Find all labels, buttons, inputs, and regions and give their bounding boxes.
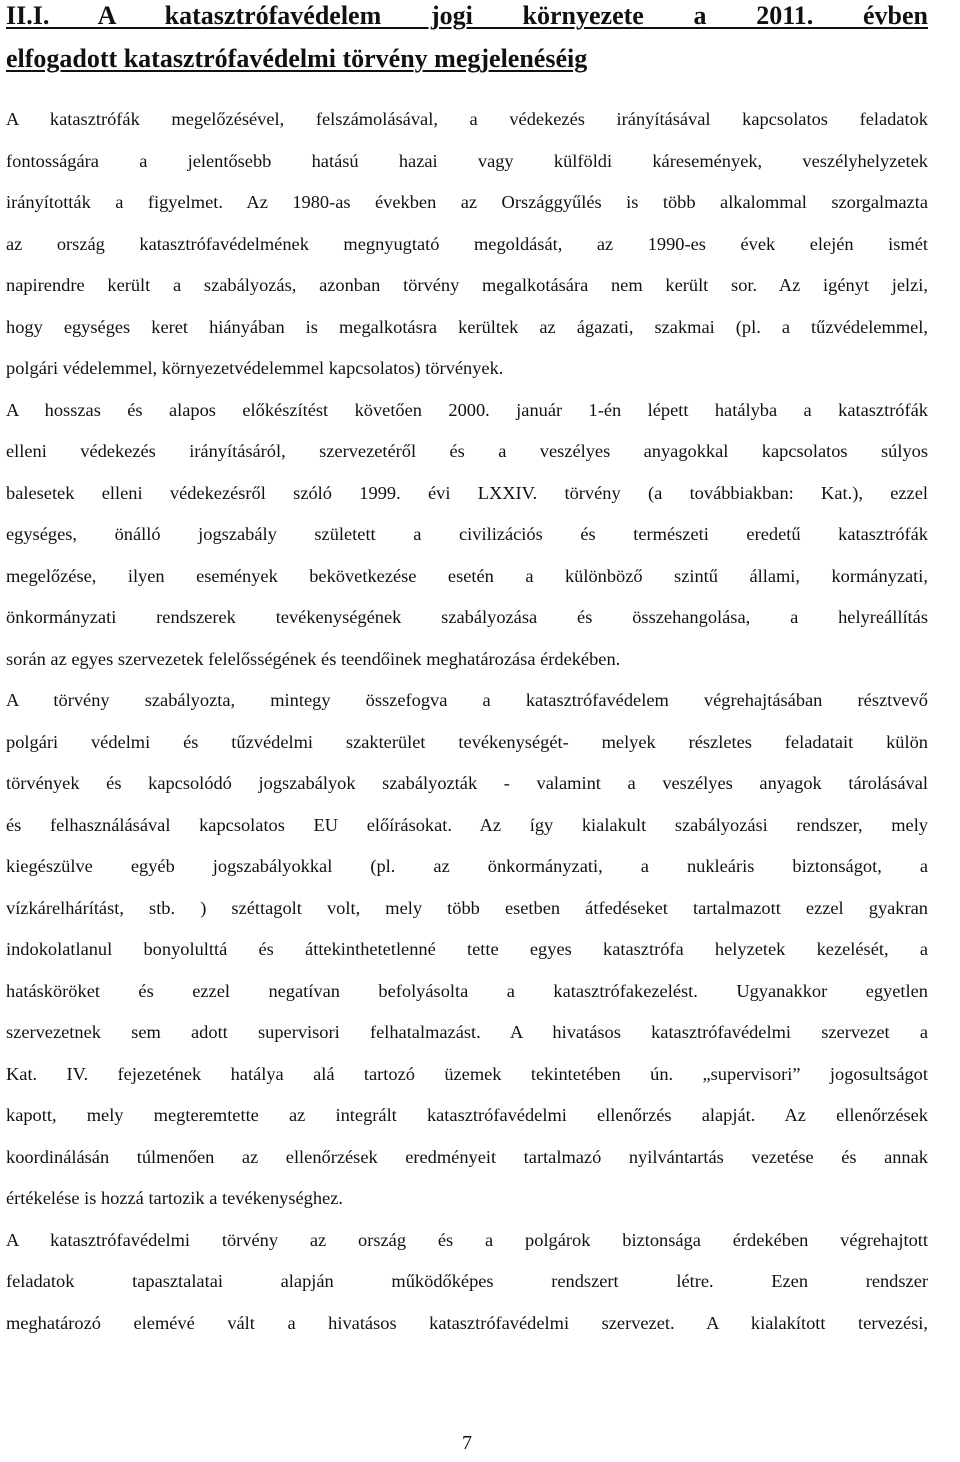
text-line: kiegészülve egyéb jogszabályokkal (pl. az önkormányzati, a nukleáris biztonságot, a [6,856,928,876]
text-line: során az egyes szervezetek felelősségének és teendőinek meghatározása érdekében. [6,648,621,669]
text-line: értékelése is hozzá tartozik a tevékenységhez. [6,1188,343,1208]
text-line: kapott, mely megteremtette az integrált katasztrófavédelmi ellenőrzés alapját. Az ellenőrzések [6,1105,928,1125]
text-line: törvények és kapcsolódó jogszabályok szabályozták - valamint a veszélyes anyagok tárolásával [6,773,928,793]
text-line: A katasztrófavédelmi törvény az ország és a polgárok biztonsága érdekében végrehajtott [6,1229,928,1250]
text-line: polgári védelmi és tűzvédelmi szakterület tevékenységét- melyek részletes feladatait külön [6,731,928,752]
text-line: irányították a figyelmet. Az 1980-as években az Országgyűlés is több alkalommal szorgalmazta [6,192,928,212]
text-line: meghatározó elemévé vált a hivatásos katasztrófavédelmi szervezet. A kialakított tervezési, [6,1312,928,1333]
text-line: megelőzése, ilyen események bekövetkezése esetén a különböző szintű állami, kormányzati, [6,565,928,586]
text-line: polgári védelemmel, környezetvédelemmel kapcsolatos) törvények. [6,358,504,378]
text-line: önkormányzati rendszerek tevékenységének szabályozása és összehangolása, a helyreállítás [6,607,928,627]
text-line: balesetek elleni védekezésről szóló 1999. évi LXXIV. törvény (a továbbiakban: Kat.), ezzel [6,482,928,503]
section-heading-line-1: II.I. A katasztrófavédelem jogi környezete a 2011. évben [6,1,928,30]
text-line: indokolatlanul bonyolulttá és áttekinthetetlenné tette egyes katasztrófa helyzetek kezelését, a [6,939,928,959]
text-line: A törvény szabályozta, mintegy összefogva a katasztrófavédelem végrehajtásában résztvevő [6,690,928,710]
text-line: fontosságára a jelentősebb hatású hazai vagy külföldi káresemények, veszélyhelyzetek [6,150,928,171]
page-number: 7 [462,1432,472,1454]
text-line: Kat. IV. fejezetének hatálya alá tartozó üzemek tekintetében ún. „supervisori” jogosultságot [6,1063,928,1084]
text-line: és felhasználásával kapcsolatos EU előírásokat. Az így kialakult szabályozási rendszer, mely [6,814,928,835]
section-heading-line-2: elfogadott katasztrófavédelmi törvény megjelenéséig [6,44,588,73]
section-heading [6,0,928,80]
body-text [6,99,928,1344]
text-line: napirendre került a szabályozás, azonban törvény megalkotására nem került sor. Az igényt jelzi, [6,275,928,295]
text-line: elleni védekezés irányításáról, szervezetéről és a veszélyes anyagokkal kapcsolatos súlyos [6,441,928,461]
text-line: hatásköröket és ezzel negatívan befolyásolta a katasztrófakezelést. Ugyanakkor egyetlen [6,980,928,1001]
text-line: egységes, önálló jogszabály született a civilizációs és természeti eredetű katasztrófák [6,524,928,544]
text-line: A hosszas és alapos előkészítést követően 2000. január 1-én lépett hatályba a katasztrófák [6,399,928,420]
text-line: A katasztrófák megelőzésével, felszámolásával, a védekezés irányításával kapcsolatos feladatok [6,109,928,129]
text-line: hogy egységes keret hiányában is megalkotásra kerültek az ágazati, szakmai (pl. a tűzvédelemmel, [6,316,928,337]
text-line: az ország katasztrófavédelmének megnyugtató megoldását, az 1990-es évek elején ismét [6,233,928,254]
text-line: szervezetnek sem adott supervisori felhatalmazást. A hivatásos katasztrófavédelmi szervezet a [6,1022,928,1042]
text-line: feladatok tapasztalatai alapján működőképes rendszert létre. Ezen rendszer [6,1271,928,1291]
text-line: vízkárelhárítást, stb. ) széttagolt volt, mely több esetben átfedéseket tartalmazott ezzel gyakran [6,897,928,918]
text-line: koordinálásán túlmenően az ellenőrzések eredményeit tartalmazó nyilvántartás vezetése és annak [6,1146,928,1167]
